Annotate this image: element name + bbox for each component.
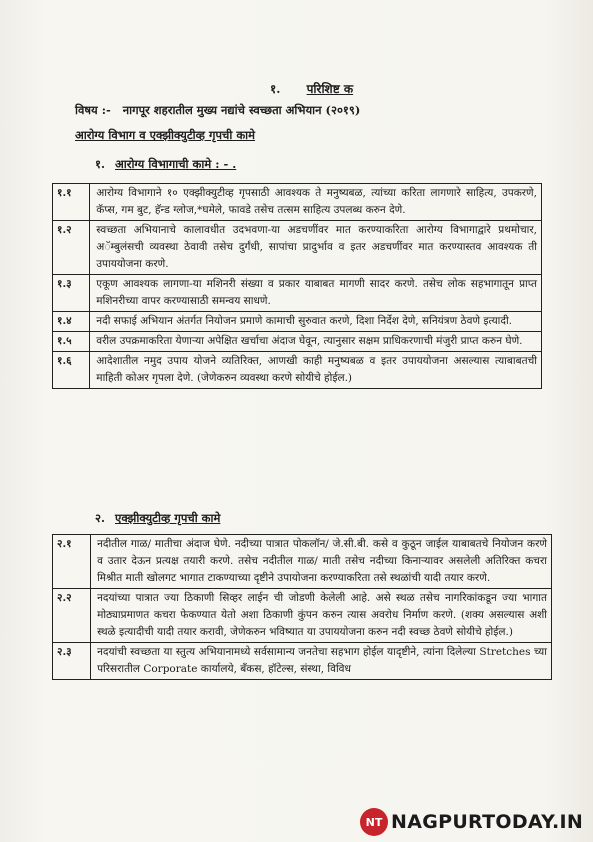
table-row [53, 643, 552, 680]
task-description: वरील उपक्रमाकरिता येणाऱ्या अपेक्षित खर्चाचा अंदाज घेवून, त्यानुसार सक्षम प्राधिकरणाची मंजुरी प्राप्त करुन घेणे. [90, 332, 542, 352]
table-row [53, 221, 542, 275]
table-row [53, 275, 542, 312]
task-number: २.३ [53, 643, 91, 680]
appendix-number: १. [270, 82, 281, 96]
task-number: १.६ [53, 352, 90, 389]
table-row [53, 352, 542, 389]
appendix-title [270, 80, 353, 97]
section-2-title: एक्झीक्युटीव्ह गृपची कामे [115, 511, 221, 525]
task-description: आरोग्य विभागाने १० एक्झीक्युटीव्ह गृपसाठी आवश्यक ते मनुष्यबळ, त्यांच्या करिता लागणारे साहित्य, उपकरणे, कॅप्स, गम बुट, हॅन्ड ग्लोज,*घमेले, फावडे तसेच तत्सम साहित्य उपलब्ध करुन देणे. [90, 184, 542, 221]
health-dept-tasks-table [52, 183, 542, 389]
task-description: आदेशातील नमुद उपाय योजने व्यतिरिक्त, आणखी काही मनुष्यबळ व इतर उपाययोजना असल्यास त्याबाबतची माहिती कोअर गृपला देणे. (जेणेकरुन व्यवस्था करणे सोयीचे होईल.) [90, 352, 542, 389]
task-description: नदयांच्या पात्रात ज्या ठिकाणी सिव्हर लाईन ची जोडणी केलेली आहे. असे स्थळ तसेच नागरिकांकडून ज्या भागात मोठ्याप्रमाणत कचरा फेकण्यात येतो अशा ठिकाणी कुंपन करुन त्यास अवरोध निर्माण करणे. (शक्य असल्यास अशी स्थळे इत्यादीची यादी तयार करावी, जेणेकरुन भविष्यात या उपाययोजना करुन नदी स्वच्छ ठेवणे सोयीचे होईल.) [91, 589, 552, 643]
task-number: १.२ [53, 221, 90, 275]
subject-text: नागपूर शहरातील मुख्य नद्यांचे स्वच्छता अभियान (२०१९) [122, 103, 361, 117]
task-number: २.१ [53, 535, 91, 589]
task-number: १.४ [53, 312, 90, 332]
section-2-heading [95, 511, 220, 526]
task-number: १.५ [53, 332, 90, 352]
task-description: स्वच्छता अभियानाचे कालावधीत उदभवणा-या अडचणींवर मात करण्याकरिता आरोग्य विभागाद्वारे प्रथमोचार, अॅम्बुलंसची व्यवस्था ठेवावी तसेच दुर्गंधी, सापांचा प्रादुर्भाव व इतर अडचणींवर मात करण्यास्तव आवश्यक ती उपाययोजना करणे. [90, 221, 542, 275]
subject-label: विषय :- [75, 103, 111, 117]
nt-logo-icon: NT [360, 808, 388, 836]
department-heading: आरोग्य विभाग व एक्झीक्युटीव्ह गृपची कामे [75, 128, 256, 142]
task-description: नदयांची स्वच्छता या स्तुत्य अभियानामध्ये सर्वसामान्य जनतेचा सहभाग होईल यादृष्टीने, त्यांना दिलेल्या Stretches च्या परिसरातील Corporate कार्यालये, बँकस, हॉटेल्स, संस्था, विविध [91, 643, 552, 680]
task-description: एकूण आवश्यक लागणा-या मशिनरी संख्या व प्रकार याबाबत मागणी सादर करणे. तसेच लोक सहभागातून प्राप्त मशिनरीच्या वापर करण्यासाठी समन्वय साधणे. [90, 275, 542, 312]
task-number: २.२ [53, 589, 91, 643]
section-2-number: २. [95, 511, 105, 525]
task-number: १.१ [53, 184, 90, 221]
section-1-heading [95, 157, 236, 172]
table-row [53, 184, 542, 221]
executive-group-tasks-table [52, 534, 552, 680]
subject-line [75, 103, 360, 118]
nagpurtoday-watermark [360, 808, 583, 836]
table-row [53, 589, 552, 643]
section-1-number: १. [95, 157, 105, 171]
table-row [53, 312, 542, 332]
appendix-label: परिशिष्ट क [306, 82, 354, 96]
task-description: नदी सफाई अभियान अंतर्गत नियोजन प्रमाणे कामाची सुरुवात करणे, दिशा निर्देश देणे, सनियंत्रण ठेवणे इत्यादी. [90, 312, 542, 332]
table-row [53, 332, 542, 352]
task-number: १.३ [53, 275, 90, 312]
task-description: नदीतील गाळ/ मातीचा अंदाज घेणे. नदीच्या पात्रात पोकलॉन/ जे.सी.बी. कसे व कुठून जाईल याबाबतचे नियोजन करणे व उतार देऊन प्रत्यक्ष तयारी करणे. तसेच नदीतील गाळ/ माती तसेच नदीच्या किनाऱ्यावर असलेली अतिरिक्त कचरा मिश्रीत माती खोलगट भागात टाकण्याच्या दृष्टीने उपायोजना करण्याकरिता तसे स्थळांची यादी तयार करणे. [91, 535, 552, 589]
table-row [53, 535, 552, 589]
section-1-title: आरोग्य विभागाची कामे : - . [115, 157, 237, 171]
watermark-text: NAGPURTODAY.IN [391, 811, 584, 833]
